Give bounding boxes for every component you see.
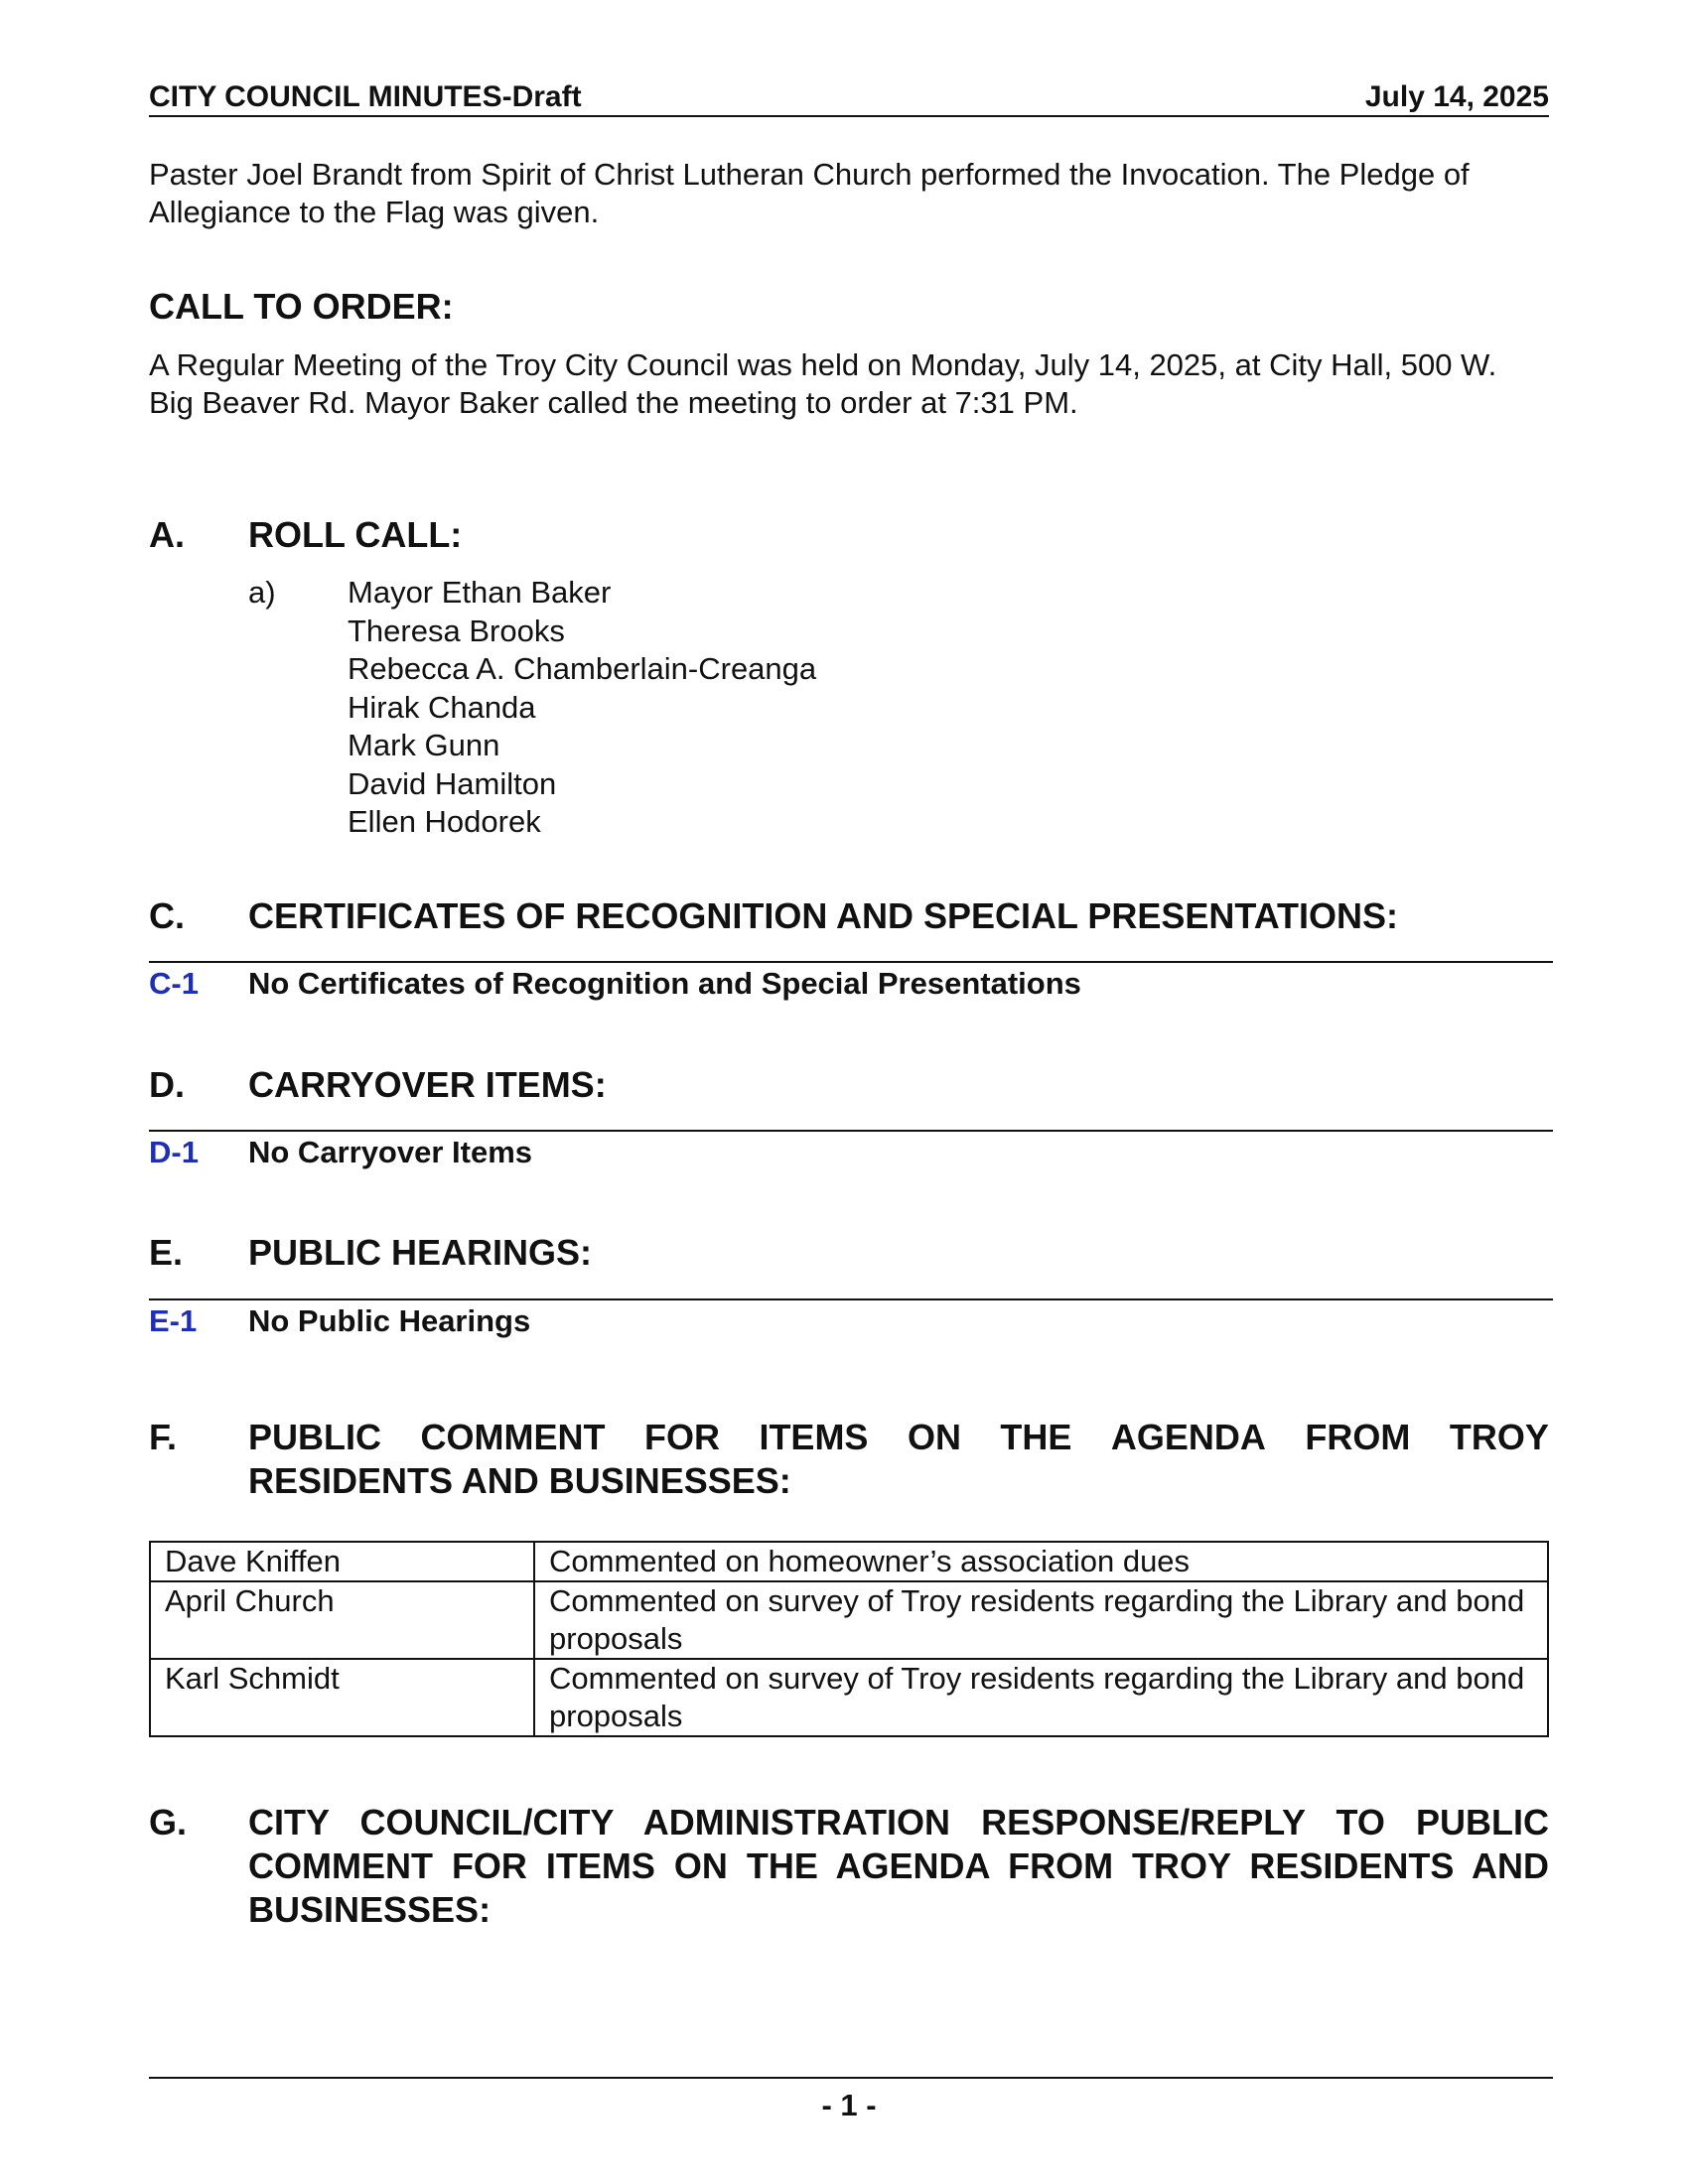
table-row (150, 1581, 1548, 1659)
section-divider (149, 961, 1553, 963)
section-title: CARRYOVER ITEMS: (248, 1064, 607, 1105)
document-page (149, 0, 1549, 2184)
table-row (150, 1659, 1548, 1736)
table-row (150, 1542, 1548, 1581)
section-title: CERTIFICATES OF RECOGNITION AND SPECIAL PRESENTATIONS: (248, 895, 1399, 936)
section-title: CITY COUNCIL/CITY ADMINISTRATION RESPONSE/REPLY TO PUBLIC COMMENT FOR ITEMS ON THE AGENDA FROM TROY RESIDENTS AND BUSINESSES: (248, 1802, 1549, 1930)
section-title-line-1 (248, 1416, 1549, 1459)
member-name: Theresa Brooks (348, 613, 565, 648)
section-letter: G. (149, 1802, 188, 1843)
member-name: David Hamilton (348, 765, 557, 801)
title-word: AGENDA (1110, 1417, 1266, 1457)
commenter-name: Karl Schmidt (150, 1659, 534, 1736)
title-word: ITEMS (759, 1417, 869, 1457)
header-date: July 14, 2025 (1364, 80, 1549, 113)
footer-divider (149, 2077, 1553, 2079)
section-divider (149, 1130, 1553, 1132)
call-to-order-paragraph: A Regular Meeting of the Troy City Council was held on Monday, July 14, 2025, at City Hall, 500 W. Big Beaver Rd. Mayor Baker called the meeting to order at 7:31 PM. (149, 347, 1497, 420)
section-letter: E. (149, 1232, 184, 1273)
commenter-name: Dave Kniffen (150, 1542, 534, 1581)
page-header (149, 79, 1549, 117)
member-name: Hirak Chanda (348, 689, 536, 725)
item-text: No Public Hearings (248, 1303, 531, 1338)
member-name: Ellen Hodorek (348, 804, 541, 839)
commenter-name: April Church (150, 1581, 534, 1659)
section-letter: C. (149, 895, 185, 936)
title-word: FROM (1305, 1417, 1411, 1457)
member-name: Mayor Ethan Baker (348, 575, 612, 610)
comment-summary: Commented on survey of Troy residents regarding the Library and bond proposals (534, 1659, 1548, 1736)
member-list (348, 574, 1043, 842)
title-word: TROY (1449, 1417, 1549, 1457)
item-code: C-1 (149, 966, 199, 1001)
item-code: E-1 (149, 1303, 198, 1338)
title-word: COMMENT (420, 1417, 606, 1457)
item-text: No Certificates of Recognition and Special Presentations (248, 966, 1081, 1001)
section-letter: F. (149, 1417, 178, 1457)
title-word: ON (907, 1417, 961, 1457)
title-word: PUBLIC (248, 1417, 381, 1457)
section-letter: A. (149, 514, 185, 555)
item-text: No Carryover Items (248, 1135, 533, 1169)
title-word: THE (1000, 1417, 1072, 1457)
header-title: CITY COUNCIL MINUTES-Draft (149, 80, 582, 113)
list-marker: a) (248, 575, 276, 610)
section-title: PUBLIC HEARINGS: (248, 1232, 593, 1273)
invocation-paragraph: Paster Joel Brandt from Spirit of Christ Lutheran Church performed the Invocation. The Pledge of Allegiance to the Flag was given. (149, 157, 1470, 229)
member-name: Mark Gunn (348, 728, 500, 762)
section-letter: D. (149, 1064, 185, 1105)
section-title-line-2: RESIDENTS AND BUSINESSES: (248, 1460, 791, 1501)
call-to-order-heading: CALL TO ORDER: (149, 286, 454, 327)
section-title (248, 1416, 1549, 1503)
title-word: FOR (643, 1417, 720, 1457)
section-title: ROLL CALL: (248, 514, 463, 555)
page-number: - 1 - (821, 2088, 877, 2122)
item-code: D-1 (149, 1135, 199, 1169)
member-name: Rebecca A. Chamberlain-Creanga (348, 651, 817, 686)
comment-summary: Commented on survey of Troy residents regarding the Library and bond proposals (534, 1581, 1548, 1659)
public-comment-table (149, 1541, 1549, 1737)
section-divider (149, 1298, 1553, 1300)
comment-summary: Commented on homeowner’s association dues (534, 1542, 1548, 1581)
